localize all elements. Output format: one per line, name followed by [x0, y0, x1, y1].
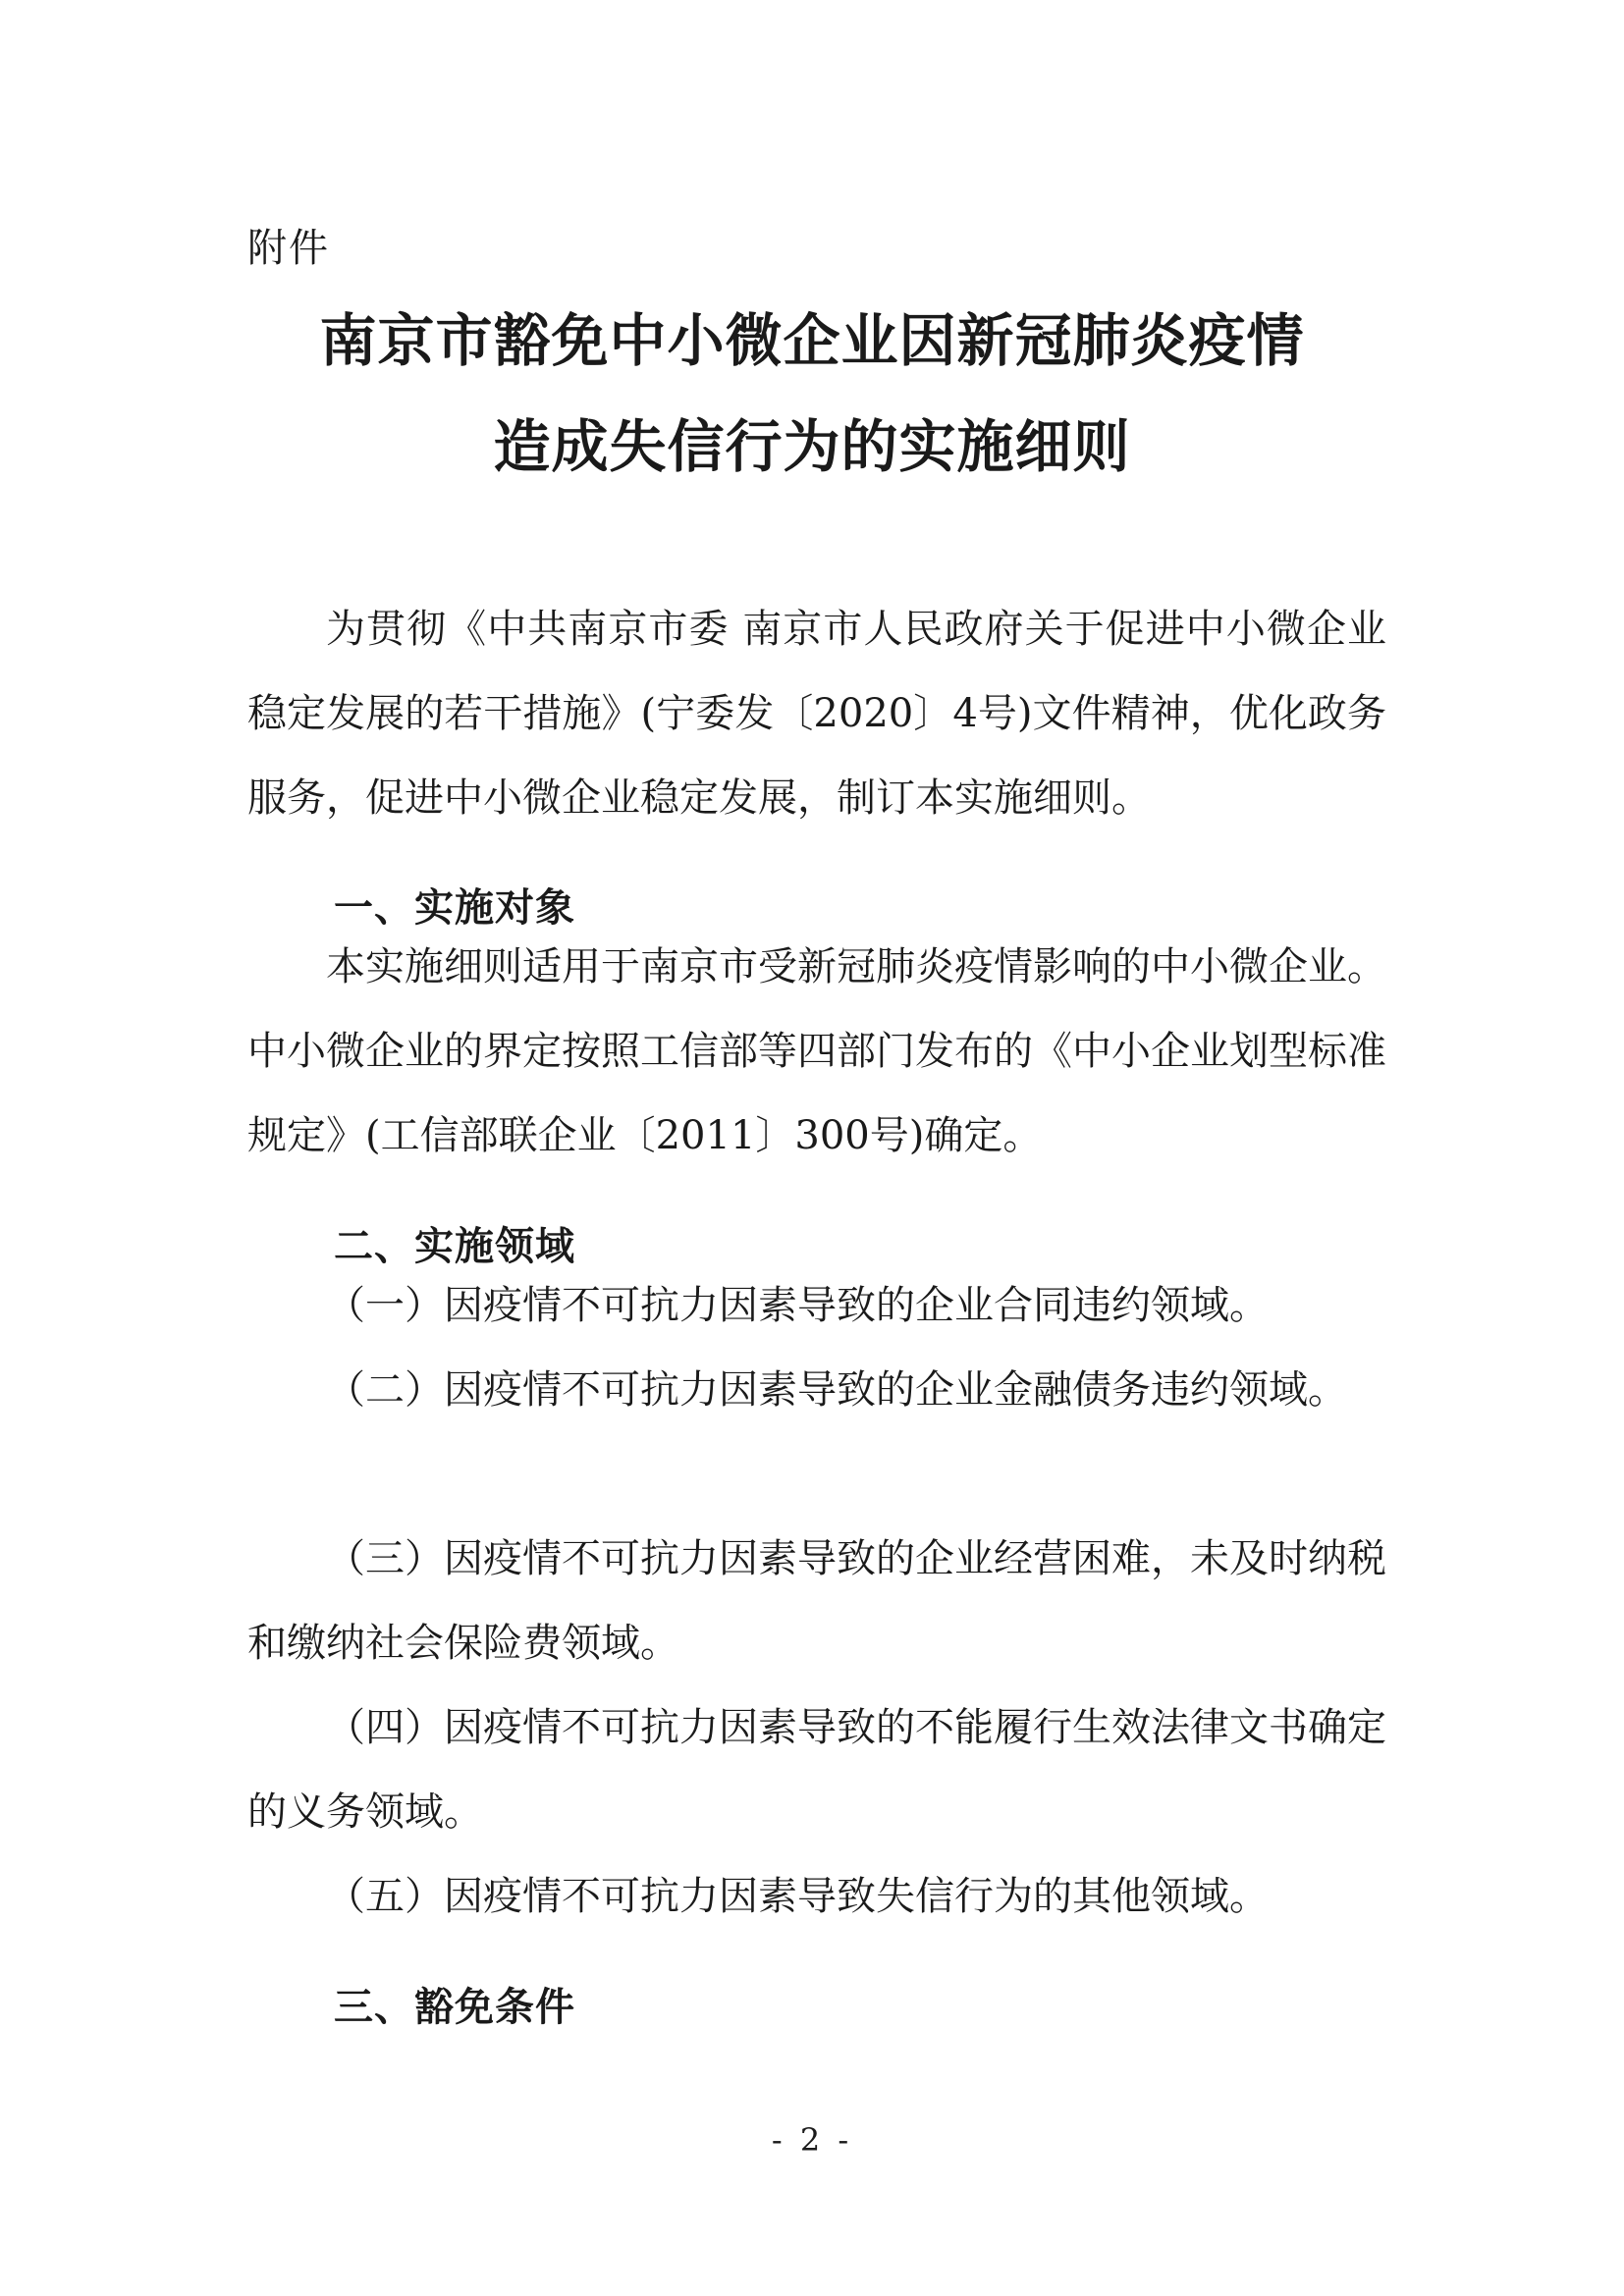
section-2-item-3: （三）因疫情不可抗力因素导致的企业经营困难，未及时纳税和缴纳社会保险费领域。 — [247, 1536, 1386, 1666]
document-title-line-2: 造成失信行为的实施细则 — [493, 413, 1131, 480]
section-2-item-4: （四）因疫情不可抗力因素导致的不能履行生效法律文书确定的义务领域。 — [247, 1705, 1386, 1835]
document-title-line-1: 南京市豁免中小微企业因新冠肺炎疫情 — [319, 307, 1305, 374]
section-2-item-2: （二）因疫情不可抗力因素导致的企业金融债务违约领域。 — [326, 1367, 1347, 1413]
section-2-item-5: （五）因疫情不可抗力因素导致失信行为的其他领域。 — [326, 1874, 1269, 1919]
section-heading-1: 一、实施对象 — [334, 885, 575, 931]
section-1-paragraph-1: 本实施细则适用于南京市受新冠肺炎疫情影响的中小微企业。中小微企业的界定按照工信部等四部门发布的《中小企业划型标准规定》(工信部联企业〔2011〕300号)确定。 — [247, 944, 1386, 1158]
attachment-label: 附件 — [247, 226, 330, 271]
section-heading-2: 二、实施领域 — [334, 1224, 575, 1269]
section-2-item-1: （一）因疫情不可抗力因素导致的企业合同违约领域。 — [326, 1283, 1269, 1328]
intro-paragraph: 为贯彻《中共南京市委 南京市人民政府关于促进中小微企业稳定发展的若干措施》(宁委发〔2020〕4号)文件精神，优化政务服务，促进中小微企业稳定发展，制订本实施细则。 — [247, 607, 1386, 821]
section-heading-3: 三、豁免条件 — [334, 1985, 575, 2030]
page-number: - 2 - — [771, 2121, 853, 2159]
